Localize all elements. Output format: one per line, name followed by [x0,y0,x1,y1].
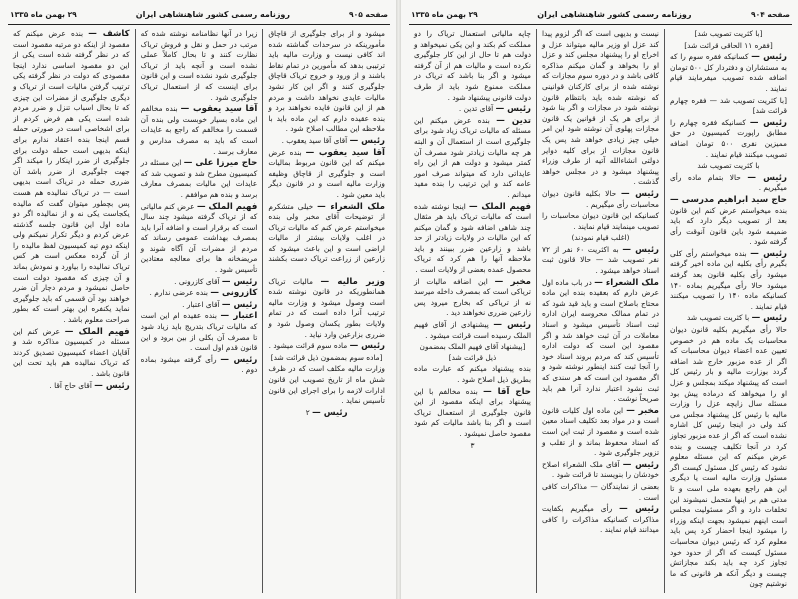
paragraph [13,381,130,392]
paragraph-text: بنده عرض میکنم که مقصود از اینکه دو مرتبه مقصود است که در نظر گرفته شده است یکی از این دو مقصود اساسی ندارد اینجا مقصودی که دولت در نظر گرفته یکی ترتیب گرفتن مالیات است از تریاک و دیگری جلوگیری از مضرات این چیزی که تا بحال اسباب تنزل و ضرر مردم شده است یکی هم فرض کردم از برای اشخاصی است در صورتی حمله قسم اینجا بنده اعتقاد ندارم برای اینکه بدیهی است حمله دولت برای جلوگیری از ضرر اینکار را میکند اگر جهت جلوگیری از ضرر باشد آن ضرری حمله در تریاک است بدیهی است — در تریاک نمالیده هم هست پس بچطور میتوان گفت که مالیده یکجاست یکی نه و از نمالیده اگر دو ماده اول این قانون جلسه گذشته عرض کردم و دیگر تکرار نمیکنم ولی اینکه دوم تیه کمیسیون لفظ مالیده را از آن گرده معکس است هر کس تریاک نمالیده را بیاورد و نمودش بماند و آن چیزی که مقصود دولت است حاصل نمیشود و مردم دچار آن ضرر خواهند بود آن قسمی که باید جلوگیری نماید یکنفره این بهتر است که بطور صراحت معلوم باشد . [12,29,130,325]
newspaper-title: روزنامه رسمی کشور شاهنشاهی ایران [135,9,291,19]
speaker-name: رئیس — [751,52,787,63]
paragraph [542,406,659,459]
speaker-name: رئیس — [621,188,659,199]
paragraph-text: حالا بکلیه قانون دیوان محاسبات رأی میگیریم . [542,188,659,209]
paragraph-text: با کثریت تصویب شد [687,313,750,323]
issue-date: ۲۹ بهمن ماه ۱۳۳۵ [411,9,478,19]
speaker-name: رئیس — [749,117,787,128]
text-column [8,29,135,593]
paragraph-text: آقای تدین . [458,104,494,114]
paragraph [670,195,787,248]
paragraph [670,325,787,590]
speaker-name: رئیس — [349,135,385,146]
paragraph [268,341,385,352]
speaker-name: رئیس — [750,248,787,259]
paragraph-text: رأی گرفته میشود بماده دوم . [140,354,258,375]
speaker-name: تدین — [496,115,531,126]
paragraph-text: در باب ماده اول عرض دارم که بعقیده بنده این ماده محتاج باصلاح است و باید قید شود که در تمام ممالک محروسه ایران اداره ثبت اسناد تأسیس میشود و اسناد معاملات در آن ثبت خواهد شد و اگر مقصود این است که دولت اداره تأسیس کند که مردم بروند اسناد خود را آنجا ثبت کنند اینطور نوشته شود و اگر مقصود این است که هر سندی که ثبت نشود اعتبار ندارد آنرا هم باید صریحاً نوشت . [542,277,659,404]
paragraph [542,504,659,536]
speaker-name: رئیس — [622,459,659,470]
paragraph-text: بنده عرض میکنم این مسئله که مالیات تریاک زیاد شود برای جلوگیری است از استعمال آن و البته هر چه مالیات زیادتر شود مصرف آن کمتر میشود و دولت هم از این راه عایداتی دارد که میتواند صرف امور عامه کند و این ترتیب را بنده مفید میدانم . [414,115,531,199]
right-page [401,0,798,599]
speaker-name: کازرونی — [210,288,258,299]
paragraph-text: آقای کازرونی . [174,276,220,286]
speaker-name: رئیس — [221,299,258,310]
paragraph [141,355,258,376]
paragraph [670,161,787,172]
page-number: صفحه ۹۰۵ [349,9,388,19]
paragraph-text: [با کثریت تصویب شد] [694,29,763,38]
paragraph [141,288,258,299]
newspaper-title: روزنامه رسمی کشور شاهنشاهی ایران [537,9,692,19]
paragraph-text: حالا رأی میگیریم بکلیه قانون دیوان محاسبات یک ماده هم در خصوص تعیین عده اعضاء دیوان محاسبات که اگر از عده مزبور خارج شد اضافه گردد بوزارت مالیه و بار رئیس کل است که پیشنهاد میکند بمجلس و عزل او را میخواهد که درماده پیش بود مسئله سال زایچه عزل را وزارت مالیه با رئیس کل پیشنهاد مجلس می کند ولی در اینجا رئیس کل اشاره نشده است که اگر از عده مزبور تجاوز کرد در آنجا تکلیف چیست و بنده عرض میکنم که این مسئله معلوم نشود که رئیس کل مسئول کیست اگر مسئول وزارت مالیه است یا دیگری این هم راجع بعهده ملی است و تا مدتی هم بر اینها متحمل نمیشوند این تخلفات دارد و اگر مسئولیت مجلس است اینهم نمیشود بجهت اینکه وزراء را میشود اینجا احضار کرد پس باید معلوم کرد که رئیس دیوان محاسبات مسئول کیست که اگر از حدود خود تجاوز کرد چه باید بکند مجازاتش چیست و دیگر آنکه هر قانونی که ما نوشتیم چون [670,325,787,589]
paragraph-text: با کثریت تصویب شد [697,161,760,171]
text-column [262,29,390,593]
paragraph-text: کسانیکه فقره چهارم را مطابق راپورت کمیسیون در حق ممیزین نفری ۵۰۰ تومان اضافه تصویب میکنند قیام نمایند . [670,117,787,159]
speaker-name: ملک الشعراء — [594,277,659,288]
speaker-name: رئیس — [747,172,787,183]
paragraph-text: بنده میخواستم رأی کلی بگیرم رأی بکلیه این ماده اخیر گرفته میشود رأی بکلیه قانون بعد گرفته میشود حالا رأی میگیریم بماده ۱۴۰ کسانیکه ماده ۱۴۰ را تصویب میکنند قیام نمایند . [670,248,787,311]
speaker-name: ملک الشعراء — [317,201,385,212]
paragraph-text: به اکثریت ۶۰ نفر از ۷۲ نفر تصویب شد — حالا قانون ثبت اسناد خواهد میشود . [542,244,659,276]
paragraph-text: حالا بتمام ماده رأی میگیریم . [670,172,787,193]
paragraph [670,118,787,160]
text-column [409,29,536,593]
speaker-name: اعتبار — [220,311,258,322]
speaker-name: رئیس — [349,341,385,352]
speaker-name: رئیس — [312,407,348,418]
paragraph-text: بنده پیشنهاد میکنم که عبارت ماده بطریق ذیل اصلاح شود . [414,364,531,384]
speaker-name: رئیس — [619,504,660,515]
paragraph-text: زیرا در آنها نظامنامه نوشته شده که مرتب در حمل و نقل و فروش تریاک نظارت کنند و تا بحال کاملاً عملی نشده است و آنچه باید از تریاک جلوگیری شود نشده است و این قانون برای اینست که از استعمال تریاک جلوگیری شود . [140,29,258,102]
paragraph [141,300,258,311]
speaker-name: آقا سید یعقوب — [180,104,258,115]
speaker-name: مخبر — [494,276,531,287]
paragraph [670,52,787,94]
page-header [411,6,790,22]
paragraph [268,29,385,135]
paragraph [13,29,130,326]
speaker-name: رئیس — [220,354,258,365]
paragraph-text: ۳ [470,440,475,450]
paragraph-text: بنده مخالفم این ماده بسیار خوبست ولی بنده آن قسمت را مخالفم که راجع به عایدات است که باید به مصرف مدارس و معارف برسد . [140,104,258,156]
paragraph-text: کسانیکه فقره سوم را که به مستشاران و دفتردار کل ۵۰۰ تومان اضافه شده تصویب میفرمایند قیام نمایند . [670,52,787,93]
header-rule [8,24,390,25]
issue-date: ۲۹ بهمن ماه ۱۳۳۵ [10,9,77,19]
speaker-name: رئیس — [493,320,531,331]
paragraph-text: این مسئله در کمیسیون مطرح شد و تصویب شد که عایدات این مالیات بمصرف معارف برسد و بنده هم موافقم . [140,158,258,199]
paragraph-text: عرض کنم این مسئله در کمیسیون مذاکره شد و آقایان اعضاء کمیسیون تصدیق کردند که تریاک نمالیده هم باید تحت این قانون باشد . [12,326,130,378]
paragraph-text: چاپه مالیاتی استعمال تریاک را دو مملکت کم بکند و این یکی نمیخواهد و دولت هم تا حال از این کار جلوگیری نکرده است و مالیات هم از آن گرفته میشود و اگر بنا باشد که تریاک در مملکت ممنوع شود باید از طرف دولت قانونی پیشنهاد شود . [414,29,531,102]
paragraph-text: وزارت مالیه مکلف است که در ظرف شش ماه از تاریخ تصویب این قانون ادارات لازمه را برای اجرای این قانون تأسیس نماید . [268,364,385,406]
paragraph [414,116,531,201]
paragraph-text: بنده میخواستم عرض کنم این قانون بعد از تصویب دیگر دارد که باید ضمیمه شود باین قانون آنوقت رأی گرفته شود . [670,205,787,247]
text-column [664,29,792,593]
paragraph [542,460,659,481]
paragraph [542,233,659,244]
paragraph [670,41,787,52]
paragraph-text: آقای آقا سید یعقوب . [281,135,348,145]
paragraph [670,249,787,313]
page-gutter [396,0,401,599]
paragraph [414,277,531,319]
paragraph-text: نیست و بدیهی است که اگر لزوم پیدا کند عزل او وزیر مالیه میتواند عزل و اخراج او را پیشنهاد مجلس کند و عزل او را بخواهد و گمان میکنم مذاکره کافی باشد و در دوره سوم مجازات که نوشته شده از برای کارکنان قوانینی که نوشته شده باید بانتظام قانون نوشته شود در مجازات و اگر بنا شود از برای هر یک از قوانین یک قانون مجازات پهلوی آن نوشته شود این امر خیلی چیز زیادی خواهد شد پس یک قانون مجازات از برای کلیه دوایر دولتی انشاءالله آتیه از طرف وزراء پیشنهاد میشود و در مجلس خواهد گذشت . [542,29,659,187]
text-columns [409,29,792,593]
paragraph-text: ۲ [305,407,310,417]
paragraph [268,277,385,341]
paragraph-text: این اضافه مالیات از تریاکی است که بمصرف داخله میرسد نه از تریاکی که بخارج میرود پس زارعین ضرری نخواهند دید . [414,276,531,318]
paragraph-text: بنده عرضی ندارم . [149,288,208,298]
speaker-name: فهیم الملک — [64,326,130,337]
speaker-name: حاج میرزا علی — [183,158,258,169]
speaker-name: وزیر مالیه — [320,276,385,287]
text-column [135,29,263,593]
header-rule [409,24,792,25]
paragraph-text: کسانیکه این قانون دیوان محاسبات را تصویب مینمایند قیام نمایند . [542,211,659,231]
paragraph [268,202,385,276]
speaker-name: فهیم الملک — [196,201,258,212]
page-number: صفحه ۹۰۴ [751,9,790,19]
paragraph-text: این ماده اول کلیات قانون است و در مواد بعد تکلیف اسناد معین شده است و مقصود از ثبت این است که اسناد محفوظ بماند و از تقلب و تزویر جلوگیری شود . [542,405,659,458]
paragraph-text: (اغلب قیام نمودند) [571,233,630,243]
paragraph [141,277,258,288]
speaker-name: رئیس — [751,313,787,324]
left-page [0,0,396,599]
paragraph-text: آقای ملک الشعراء اصلاح خودشان را بنویسند تا قرائت شود . [542,459,659,480]
paragraph [670,29,787,40]
paragraph-text: خیلی متشکرم از توضیحات آقای مخبر ولی بنده میخواستم عرض کنم که مالیات تریاک در اغلب ولایات بیشتر از مالیات اراضی است و این باعث میشود که زارعین از زراعت تریاک دست بکشند . [268,201,385,275]
paragraph [141,158,258,200]
paragraph [414,387,531,440]
paragraph [414,104,531,115]
speaker-name: حاج سید ابراهیم مدرسی — [670,194,787,205]
paragraph-text: ماده سوم قرائت میشود . [268,341,348,351]
paragraph-text: آقای حاج آقا . [49,380,92,390]
paragraph-text: میشود و از برای جلوگیری از قاچاق مأمورینکه در سرحدات گماشته شده اند کافی نیست و وزارت مالیه باید ترتیبی بدهد که مأمورین در تمام نقاط باشند و از ورود و خروج تریاک قاچاق جلوگیری کنند و اگر این کار نشود مالیات عایدی نخواهد داشت و مردم هم از این قانون فایده نخواهند برد و بنده عقیده دارم که این ماده باید با ملاحظه این مطالب اصلاح شود . [268,29,385,134]
paragraph-text: بنده عقیده ام این است که مالیات تریاک بتدریج باید زیاد شود تا مصرف آن بکلی از بین برود و این قانون قدم اول است . [140,311,258,353]
paragraph [542,211,659,232]
paragraph-text: آقای اعتبار . [182,299,220,309]
paragraph [141,311,258,353]
paragraph [268,408,385,419]
paragraph-text: عرض کنم مالیاتی که از تریاک گرفته میشود چند سال است که برقرار است و اضافه آنرا باید بمصرف بهداشت عمومی رساند که مردم از مضرات آن آگاه شوند و مریضخانه ها برای معالجه معتادین تأسیس شود . [140,201,258,275]
paragraph [414,342,531,363]
paragraph [670,313,787,324]
paragraph [542,245,659,277]
text-columns [8,29,390,593]
speaker-name: کاشف — [88,29,130,39]
paragraph [268,148,385,201]
paragraph [542,482,659,503]
paragraph [268,364,385,406]
paragraph [141,29,258,103]
paragraph-text: بنده عرض میکنم که این قانون مربوط بمالیات است و جلوگیری از قاچاق وظیفه وزارت مالیه است و در قانون دیگر باید معین شود . [268,147,385,199]
paragraph [13,327,130,380]
text-column [536,29,664,593]
paragraph-text: بعضی از نمایندگان — مذاکرات کافی است . [542,481,659,502]
speaker-name: مخبر — [626,405,659,416]
paragraph [414,320,531,341]
paragraph [268,353,385,364]
paragraph [414,441,531,452]
paragraph-text: [ماده سوم بمضمون ذیل قرائت شد] [270,352,383,362]
paragraph [414,202,531,276]
speaker-name: حاج آقا — [483,386,531,397]
paragraph-text: رأی میگیریم بکفایت مذاکرات کسانیکه مذاکرات را کافی میدانند قیام نمایند . [542,504,659,535]
page-header [10,6,388,22]
paragraph-text: مالیات تریاک همانطوریکه در قانون نوشته شده است وصول میشود و وزارت مالیه ترتیب آنرا داده است که در تمام ولایات بطور یکسان وصول شود و ضرری بزارعین وارد نیاید . [268,276,385,339]
speaker-name: فهیم الملک — [469,201,531,212]
paragraph-text: اینجا نوشته شده است که مالیات تریاک باید هر مثقال چند شاهی اضافه شود و گمان میکنم که این مالیات در ولایات زیادتر از حد باشد و زارعین ضرر ببینند و باید ملاحظه آنها را هم کرد که تریاک محصول عمده بعضی از ولایات است . [414,201,531,275]
speaker-name: آقا سید یعقوب — [305,147,385,158]
paragraph [542,189,659,210]
paragraph [670,173,787,194]
paragraph [268,136,385,147]
paragraph-text: [پیشنهاد آقای فهیم الملک بمضمون ذیل قرائت شد] [419,342,526,362]
paragraph-text: پیشنهادی از آقای فهیم الملک رسیده است قرائت میشود . [414,320,531,340]
paragraph [542,29,659,188]
paragraph [542,278,659,405]
paragraph [670,96,787,117]
paragraph [414,364,531,385]
speaker-name: رئیس — [622,244,660,255]
speaker-name: رئیس — [94,380,130,391]
paragraph-text: بنده مخالفم با این پیشنهاد برای اینکه مقصود از این قانون جلوگیری از استعمال تریاک است و اگر بنا باشد مالیات کم شود مقصود حاصل نمیشود . [414,386,531,438]
paragraph-text: [فقره ۱۱ الحاقی قرائت شد] [684,40,773,50]
paragraph [414,29,531,103]
speaker-name: رئیس — [495,104,531,115]
paragraph [141,104,258,157]
paragraph-text: [با کثریت تصویب شد — فقره چهارم قرائت شد] [670,95,787,116]
speaker-name: رئیس — [221,276,258,287]
paragraph [141,202,258,276]
